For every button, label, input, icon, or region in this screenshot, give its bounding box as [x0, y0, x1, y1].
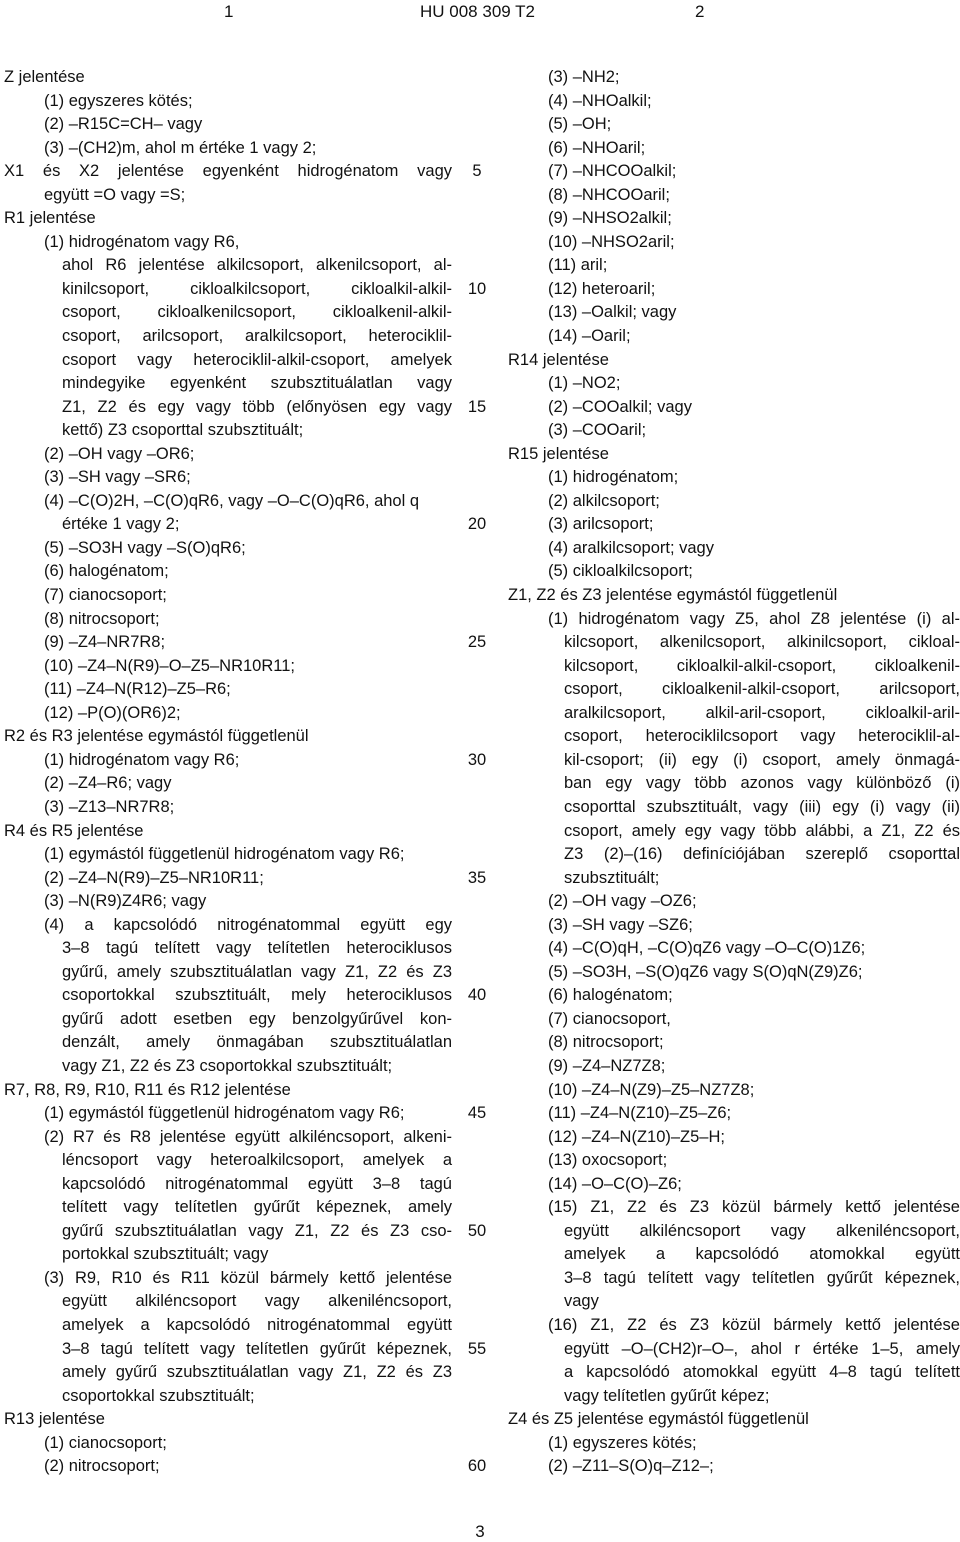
text-line: 3–8 tagú telített vagy telítetlen heterociklusos	[62, 939, 452, 958]
text-line: (3) –(CH2)m, ahol m értéke 1 vagy 2;	[44, 138, 317, 157]
text-line: (4) aralkilcsoport; vagy	[548, 538, 714, 557]
text-line: kapcsolódó nitrogénatommal együtt 3–8 tagú	[62, 1174, 452, 1193]
text-line: R7, R8, R9, R10, R11 és R12 jelentése	[4, 1080, 291, 1099]
text-line: telített vagy telítetlen gyűrűt képeznek, amely	[62, 1198, 452, 1217]
text-line: (11) aril;	[548, 256, 608, 275]
text-line: gyűrű szubsztituálatlan vagy Z1, Z2 és Z3 cso-	[62, 1221, 452, 1240]
text-line: (5) –OH;	[548, 115, 612, 134]
text-line: Z4 és Z5 jelentése egymástól függetlenül	[508, 1410, 809, 1429]
text-line: (6) halogénatom;	[44, 562, 169, 581]
text-line: (12) –Z4–N(Z10)–Z5–H;	[548, 1127, 725, 1146]
line-number: 20	[467, 515, 487, 534]
text-line: kilcsoport, cikloalkil-alkil-csoport, cikloalkenil-	[564, 656, 960, 675]
line-number: 40	[467, 986, 487, 1005]
text-line: 3–8 tagú telített vagy telítetlen gyűrűt képeznek,	[62, 1339, 452, 1358]
text-line: (11) –Z4–N(R12)–Z5–R6;	[44, 680, 231, 699]
text-line: Z1, Z2 és egy vagy több (előnyösen egy vagy	[62, 397, 452, 416]
text-line: mindegyike egyenként szubsztituálatlan vagy	[62, 374, 452, 393]
text-line: (1) cianocsoport;	[44, 1433, 167, 1452]
text-line: aralkilcsoport, alkil-aril-csoport, cikloalkil-aril-	[564, 703, 960, 722]
text-line: 3–8 tagú telített vagy telítetlen gyűrűt képeznek,	[564, 1268, 960, 1287]
text-line: (4) –C(O)qH, –C(O)qZ6 vagy –O–C(O)1Z6;	[548, 939, 866, 958]
text-line: csoportokkal szubsztituált;	[62, 1386, 255, 1405]
text-line: csoport, cikloalkenilcsoport, cikloalkenil-alkil-	[62, 303, 452, 322]
text-line: együtt alkiléncsoport vagy alkeniléncsoport,	[564, 1221, 960, 1240]
text-line: (1) egyszeres kötés;	[548, 1433, 697, 1452]
text-line: (2) nitrocsoport;	[44, 1457, 160, 1476]
text-line: (12) –P(O)(OR6)2;	[44, 703, 181, 722]
text-line: (13) –Oalkil; vagy	[548, 303, 677, 322]
text-line: (3) –N(R9)Z4R6; vagy	[44, 892, 207, 911]
text-line: (2) alkilcsoport;	[548, 491, 660, 510]
text-line: (6) –NHOaril;	[548, 138, 646, 157]
line-number: 30	[467, 750, 487, 769]
text-line: (8) nitrocsoport;	[548, 1033, 664, 1052]
line-number: 55	[467, 1339, 487, 1358]
text-line: (2) –Z4–R6; vagy	[44, 774, 172, 793]
text-line: kettő) Z3 csoporttal szubsztituált;	[62, 421, 304, 440]
text-line: (1) –NO2;	[548, 374, 621, 393]
text-line: (1) hidrogénatom vagy Z5, ahol Z8 jelentése (i) al-	[548, 609, 960, 628]
text-line: csoport, amely egy vagy több alábbi, a Z1, Z2 és	[564, 821, 960, 840]
text-line: (3) –COOaril;	[548, 421, 647, 440]
text-line: (9) –Z4–NR7R8;	[44, 633, 166, 652]
text-line: Z1, Z2 és Z3 jelentése egymástól függetlenül	[508, 586, 838, 605]
text-line: (16) Z1, Z2 és Z3 közül bármely kettő jelentése	[548, 1315, 960, 1334]
text-line: (7) cianocsoport;	[44, 586, 167, 605]
text-line: (2) –Z4–N(R9)–Z5–NR10R11;	[44, 868, 264, 887]
text-line: kilcsoport, alkenilcsoport, alkinilcsoport, cikloal-	[564, 633, 960, 652]
text-line: vagy telítetlen gyűrűt képez;	[564, 1386, 770, 1405]
text-line: (14) –O–C(O)–Z6;	[548, 1174, 682, 1193]
line-number: 10	[467, 279, 487, 298]
line-number: 60	[467, 1457, 487, 1476]
text-line: (10) –Z4–N(R9)–O–Z5–NR10R11;	[44, 656, 295, 675]
page-number: 3	[475, 1522, 485, 1541]
header-right-page: 2	[695, 2, 705, 21]
text-line: R15 jelentése	[508, 444, 609, 463]
text-line: együtt –O–(CH2)r–O–, ahol r értéke 1–5, amely	[564, 1339, 960, 1358]
text-line: (1) hidrogénatom;	[548, 468, 679, 487]
text-line: kinilcsoport, cikloalkilcsoport, cikloalkil-alkil-	[62, 279, 452, 298]
text-line: gyűrű, amely szubsztituálatlan vagy Z1, Z2 és Z3	[62, 962, 452, 981]
text-line: csoporttal szubsztituált, vagy (iii) egy (i) vagy (ii)	[564, 797, 960, 816]
text-line: (4) –NHOalkil;	[548, 91, 652, 110]
text-line: (5) –SO3H vagy –S(O)qR6;	[44, 538, 246, 557]
text-line: R14 jelentése	[508, 350, 609, 369]
text-line: vagy Z1, Z2 és Z3 csoportokkal szubsztituált;	[62, 1056, 393, 1075]
text-line: (4) –C(O)2H, –C(O)qR6, vagy –O–C(O)qR6, ahol q	[44, 491, 420, 510]
left-column	[4, 66, 452, 1479]
text-line: (3) R9, R10 és R11 közül bármely kettő jelentése	[44, 1268, 452, 1287]
text-line: (13) oxocsoport;	[548, 1151, 668, 1170]
header-left-page: 1	[224, 2, 234, 21]
text-line: csoport vagy heterociklil-alkil-csoport, amelyek	[62, 350, 452, 369]
text-line: (3) arilcsoport;	[548, 515, 654, 534]
text-line: (2) –COOalkil; vagy	[548, 397, 692, 416]
text-line: csoport, cikloalkenil-alkil-csoport, arilcsoport,	[564, 680, 960, 699]
line-number: 25	[467, 633, 487, 652]
text-line: (2) –OH vagy –OZ6;	[548, 892, 697, 911]
text-line: Z3 (2)–(16) definíciójában szereplő csoporttal	[564, 845, 960, 864]
text-line: (15) Z1, Z2 és Z3 közül bármely kettő jelentése	[548, 1198, 960, 1217]
text-line: csoport, arilcsoport, aralkilcsoport, heterociklil-	[62, 327, 452, 346]
text-line: (11) –Z4–N(Z10)–Z5–Z6;	[548, 1104, 732, 1123]
text-line: X1 és X2 jelentése egyenként hidrogénatom vagy	[4, 162, 452, 181]
text-line: szubsztituált;	[564, 868, 660, 887]
line-number: 45	[467, 1104, 487, 1123]
text-line: (4) a kapcsolódó nitrogénatommal együtt egy	[44, 915, 452, 934]
text-line: portokkal szubsztituált; vagy	[62, 1245, 269, 1264]
line-number: 5	[472, 162, 482, 181]
text-line: gyűrű adott esetben egy benzolgyűrűvel kon-	[62, 1009, 452, 1028]
text-line: (3) –SH vagy –SZ6;	[548, 915, 693, 934]
text-line: (2) –Z11–S(O)q–Z12–;	[548, 1457, 714, 1476]
text-line: csoport, heterociklilcsoport vagy heterociklil-al-	[564, 727, 960, 746]
text-line: (12) heteroaril;	[548, 279, 656, 298]
text-line: (7) –NHCOOalkil;	[548, 162, 677, 181]
text-line: (9) –NHSO2alkil;	[548, 209, 672, 228]
text-line: amely gyűrű szubsztituálatlan vagy Z1, Z2 és Z3	[62, 1363, 452, 1382]
line-number: 50	[467, 1221, 487, 1240]
line-number: 15	[467, 397, 487, 416]
text-line: (3) –NH2;	[548, 68, 620, 86]
text-line: (5) –SO3H, –S(O)qZ6 vagy S(O)qN(Z9)Z6;	[548, 962, 863, 981]
text-line: R13 jelentése	[4, 1410, 105, 1429]
text-line: (2) R7 és R8 jelentése együtt alkiléncsoport, alkeni-	[44, 1127, 452, 1146]
header-title: HU 008 309 T2	[420, 2, 535, 21]
text-line: csoportokkal szubsztituált, mely heterociklusos	[62, 986, 452, 1005]
text-line: (1) hidrogénatom vagy R6;	[44, 750, 240, 769]
text-line: a kapcsolódó atomokkal együtt 4–8 tagú telített	[564, 1363, 960, 1382]
text-line: (10) –NHSO2aril;	[548, 232, 675, 251]
text-line: (6) halogénatom;	[548, 986, 673, 1005]
text-line: (2) –R15C=CH– vagy	[44, 115, 203, 134]
text-line: együtt alkiléncsoport vagy alkeniléncsoport,	[62, 1292, 452, 1311]
text-line: vagy	[564, 1292, 599, 1311]
text-line: (1) egymástól függetlenül hidrogénatom vagy R6;	[44, 845, 405, 864]
text-line: denzált, amely önmagában szubsztituálatlan	[62, 1033, 452, 1052]
text-line: amelyek a kapcsolódó nitrogénatommal együtt	[62, 1315, 452, 1334]
text-line: kil-csoport; (ii) egy (i) csoport, amely önmagá-	[564, 750, 960, 769]
right-column	[508, 66, 960, 1479]
text-line: R2 és R3 jelentése egymástól függetlenül	[4, 727, 309, 746]
text-line: (1) egymástól függetlenül hidrogénatom vagy R6;	[44, 1104, 405, 1123]
text-line: (3) –Z13–NR7R8;	[44, 797, 175, 816]
text-line: (7) cianocsoport,	[548, 1009, 671, 1028]
text-line: R4 és R5 jelentése	[4, 821, 144, 840]
text-line: (5) cikloalkilcsoport;	[548, 562, 693, 581]
text-line: Z jelentése	[4, 68, 85, 86]
text-line: ahol R6 jelentése alkilcsoport, alkenilcsoport, al-	[62, 256, 452, 275]
text-line: (10) –Z4–N(Z9)–Z5–NZ7Z8;	[548, 1080, 755, 1099]
text-line: (9) –Z4–NZ7Z8;	[548, 1056, 666, 1075]
text-line: (1) egyszeres kötés;	[44, 91, 193, 110]
text-line: együtt =O vagy =S;	[44, 185, 186, 204]
text-line: léncsoport vagy heteroalkilcsoport, amelyek a	[62, 1151, 452, 1170]
text-line: (14) –Oaril;	[548, 327, 631, 346]
line-number: 35	[467, 868, 487, 887]
text-line: ban egy vagy több azonos vagy különböző (i)	[564, 774, 960, 793]
text-line: (2) –OH vagy –OR6;	[44, 444, 195, 463]
text-line: (8) nitrocsoport;	[44, 609, 160, 628]
text-line: amelyek a kapcsolódó atomokkal együtt	[564, 1245, 960, 1264]
text-line: R1 jelentése	[4, 209, 96, 228]
text-line: (8) –NHCOOaril;	[548, 185, 670, 204]
text-line: (3) –SH vagy –SR6;	[44, 468, 191, 487]
text-line: (1) hidrogénatom vagy R6,	[44, 232, 240, 251]
text-line: értéke 1 vagy 2;	[62, 515, 180, 534]
